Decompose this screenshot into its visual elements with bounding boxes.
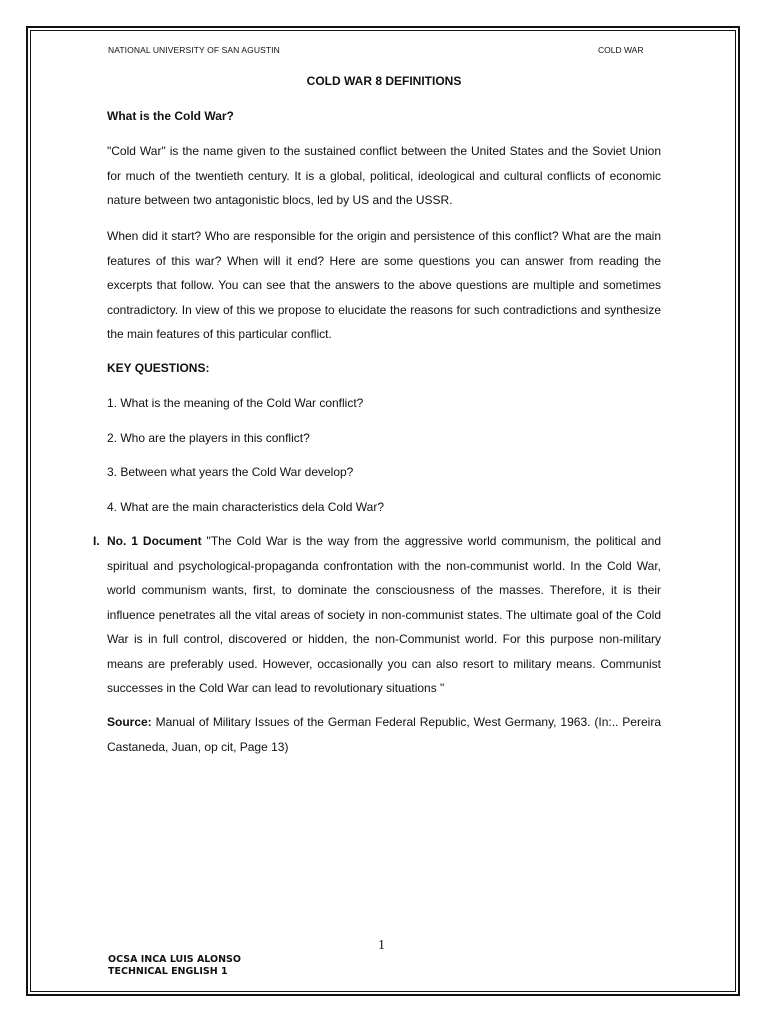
document-quote: "The Cold War is the way from the aggressive world communism, the political and spiritual and psychological-propaganda confrontation with the non-communist world. In the Cold War, world communism wants, first, to dominate the consciousness of the masses. Therefore, it is their influence penetrates all the vital areas of society in non-communist states. The ultimate goal of the Cold War is in full control, discovered or hidden, the non-Communist world. For this purpose non-military means are preferably used. However, occasionally you can also resort to military means. Communist successes in the Cold War can lead to revolutionary situations " <box>107 534 661 695</box>
document-label: No. 1 Document <box>107 534 202 548</box>
paragraph-questions-intro: When did it start? Who are responsible for the origin and persistence of this conflict? What are the main features of this war? When will it end? Here are some questions you can answer from reading the excerpts that follow. You can see that the answers to the above questions are multiple and sometimes contradictory. In view of this we propose to elucidate the reasons for such contradictions and synthesize the main features of this particular conflict. <box>107 229 661 341</box>
paragraph-definition: "Cold War" is the name given to the sustained conflict between the United States and the Soviet Union for much of the twentieth century. It is a global, political, ideological and cultural conflicts of economic nature between two antagonistic blocs, led by US and the USSR. <box>107 144 661 207</box>
source-citation <box>107 710 661 759</box>
header-topic: COLD WAR <box>598 45 644 55</box>
page-number: 1 <box>378 938 385 953</box>
source-text: Manual of Military Issues of the German Federal Republic, West Germany, 1963. (In:.. Pereira Castaneda, Juan, op cit, Page 13) <box>107 715 661 754</box>
section-heading: What is the Cold War? <box>107 109 234 123</box>
header-institution: NATIONAL UNIVERSITY OF SAN AGUSTIN <box>108 45 280 55</box>
footer-author: OCSA INCA LUIS ALONSO <box>108 954 241 965</box>
key-question-item: 2. Who are the players in this conflict? <box>107 431 310 445</box>
document-excerpt <box>107 529 661 701</box>
section-marker: I. <box>93 534 100 548</box>
document-title: COLD WAR 8 DEFINITIONS <box>306 74 462 88</box>
key-question-item: 1. What is the meaning of the Cold War conflict? <box>107 396 364 410</box>
source-label: Source: <box>107 715 152 729</box>
key-questions-heading: KEY QUESTIONS: <box>107 361 210 375</box>
key-question-item: 4. What are the main characteristics dela Cold War? <box>107 500 385 514</box>
footer-course: TECHNICAL ENGLISH 1 <box>108 966 228 977</box>
key-question-item: 3. Between what years the Cold War develop? <box>107 465 354 479</box>
